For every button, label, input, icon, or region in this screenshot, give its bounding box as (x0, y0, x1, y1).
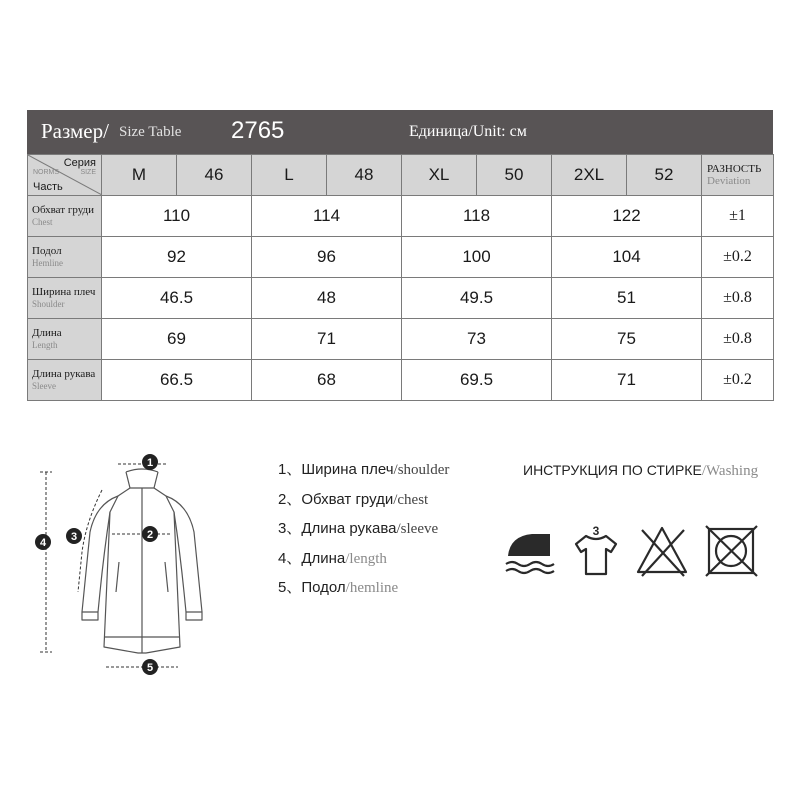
size-header-cell: 46 (177, 155, 252, 196)
row-label-en: Length (32, 340, 58, 350)
iron-icon (502, 522, 558, 578)
corner-part-label: Часть (33, 181, 63, 193)
washing-instructions-title (523, 462, 758, 480)
row-label-cell (28, 237, 102, 278)
product-code: 2765 (231, 117, 285, 144)
measurement-cell: 92 (102, 237, 252, 278)
legend-en: /sleeve (396, 521, 439, 537)
legend-item-length (278, 547, 449, 577)
legend-en: /hemline (345, 580, 399, 596)
legend-number: 2、 (278, 490, 302, 508)
marker-2-label: 2 (146, 529, 154, 541)
row-label-ru: Длина рукава (32, 368, 96, 380)
legend-item-sleeve (278, 517, 449, 547)
no-bleach-icon (634, 522, 690, 578)
legend-ru: Ширина плеч (301, 461, 394, 478)
size-table-title: Размер/ (41, 119, 109, 143)
legend-ru: Длина (301, 549, 346, 567)
corner-norms-label: NORMS (33, 169, 60, 176)
measurement-cell: 104 (552, 237, 702, 278)
row-label-cell (28, 278, 102, 319)
size-header-cell: M (102, 155, 177, 196)
row-label-en: Hemline (32, 258, 63, 268)
washing-title-en: /Washing (701, 463, 759, 479)
table-row-hemline (28, 237, 774, 278)
legend-ru: Подол (301, 579, 346, 596)
corner-cell (28, 155, 102, 196)
size-header-cell: 50 (477, 155, 552, 196)
deviation-cell: ±0.2 (702, 237, 774, 278)
size-header-row (28, 155, 774, 196)
legend-en: /shoulder (393, 462, 450, 478)
unit-label: Единица/Unit: см (409, 123, 527, 140)
deviation-header-en: Deviation (707, 175, 751, 187)
size-table (27, 110, 773, 404)
size-header-cell: 48 (327, 155, 402, 196)
marker-1-label: 1 (146, 457, 154, 469)
measurement-cell: 118 (402, 196, 552, 237)
size-grid (27, 154, 774, 401)
size-table-subtitle: Size Table (119, 124, 182, 140)
table-row-shoulder (28, 278, 774, 319)
size-header-cell: 52 (627, 155, 702, 196)
marker-3 (66, 528, 82, 544)
corner-size-label: SIZE (80, 169, 96, 176)
jacket-measurement-diagram (26, 442, 236, 692)
legend-number: 4、 (278, 549, 302, 567)
washing-title-ru: ИНСТРУКЦИЯ ПО СТИРКЕ (523, 462, 702, 478)
legend-number: 1、 (278, 461, 302, 478)
measurement-cell: 75 (552, 319, 702, 360)
measurement-cell: 66.5 (102, 360, 252, 401)
size-table-title-bar (27, 110, 773, 154)
table-row-length (28, 319, 774, 360)
deviation-cell: ±1 (702, 196, 774, 237)
no-tumble-dry-icon (704, 522, 760, 578)
row-label-en: Sleeve (32, 381, 56, 391)
jacket-outline (82, 469, 202, 653)
deviation-header-ru: РАЗНОСТЬ (707, 163, 762, 175)
measurement-cell: 46.5 (102, 278, 252, 319)
legend-item-hemline (278, 576, 449, 606)
hang-dry-icon (568, 522, 624, 578)
marker-2 (142, 526, 158, 542)
marker-5-label: 5 (146, 662, 154, 674)
measurement-cell: 122 (552, 196, 702, 237)
measurement-cell: 110 (102, 196, 252, 237)
measurement-cell: 114 (252, 196, 402, 237)
row-label-cell (28, 196, 102, 237)
hang-dry-number: 3 (592, 524, 600, 538)
size-header-cell: L (252, 155, 327, 196)
row-label-ru: Подол (32, 245, 62, 257)
corner-series-label: Серия (63, 157, 96, 169)
marker-5 (142, 659, 158, 675)
legend-number: 3、 (278, 520, 302, 537)
measurement-cell: 51 (552, 278, 702, 319)
legend-en: /chest (393, 491, 429, 508)
row-label-en: Shoulder (32, 299, 65, 309)
legend-ru: Длина рукава (301, 520, 397, 537)
measurement-cell: 96 (252, 237, 402, 278)
legend-number: 5、 (278, 579, 302, 596)
row-label-ru: Ширина плеч (32, 286, 96, 298)
measurement-cell: 49.5 (402, 278, 552, 319)
table-row-sleeve (28, 360, 774, 401)
legend-item-chest (278, 488, 449, 518)
legend-en: /length (345, 550, 387, 567)
deviation-cell: ±0.2 (702, 360, 774, 401)
row-label-cell (28, 319, 102, 360)
row-label-cell (28, 360, 102, 401)
measurement-cell: 71 (252, 319, 402, 360)
marker-1 (142, 454, 158, 470)
deviation-header-cell (702, 155, 774, 196)
deviation-cell: ±0.8 (702, 319, 774, 360)
measurement-cell: 68 (252, 360, 402, 401)
measurement-cell: 69.5 (402, 360, 552, 401)
marker-3-label: 3 (70, 531, 78, 543)
measurement-cell: 73 (402, 319, 552, 360)
measurement-cell: 100 (402, 237, 552, 278)
row-label-en: Chest (32, 217, 53, 227)
marker-4 (35, 534, 51, 550)
row-label-ru: Обхват груди (32, 204, 94, 216)
row-label-ru: Длина (32, 327, 62, 339)
deviation-cell: ±0.8 (702, 278, 774, 319)
measurement-cell: 69 (102, 319, 252, 360)
table-row-chest (28, 196, 774, 237)
legend-ru: Обхват груди (301, 490, 394, 508)
marker-4-label: 4 (39, 537, 47, 549)
size-header-cell: 2XL (552, 155, 627, 196)
measurement-cell: 48 (252, 278, 402, 319)
measurement-legend (278, 458, 449, 606)
measurement-cell: 71 (552, 360, 702, 401)
size-header-cell: XL (402, 155, 477, 196)
legend-item-shoulder (278, 458, 449, 488)
